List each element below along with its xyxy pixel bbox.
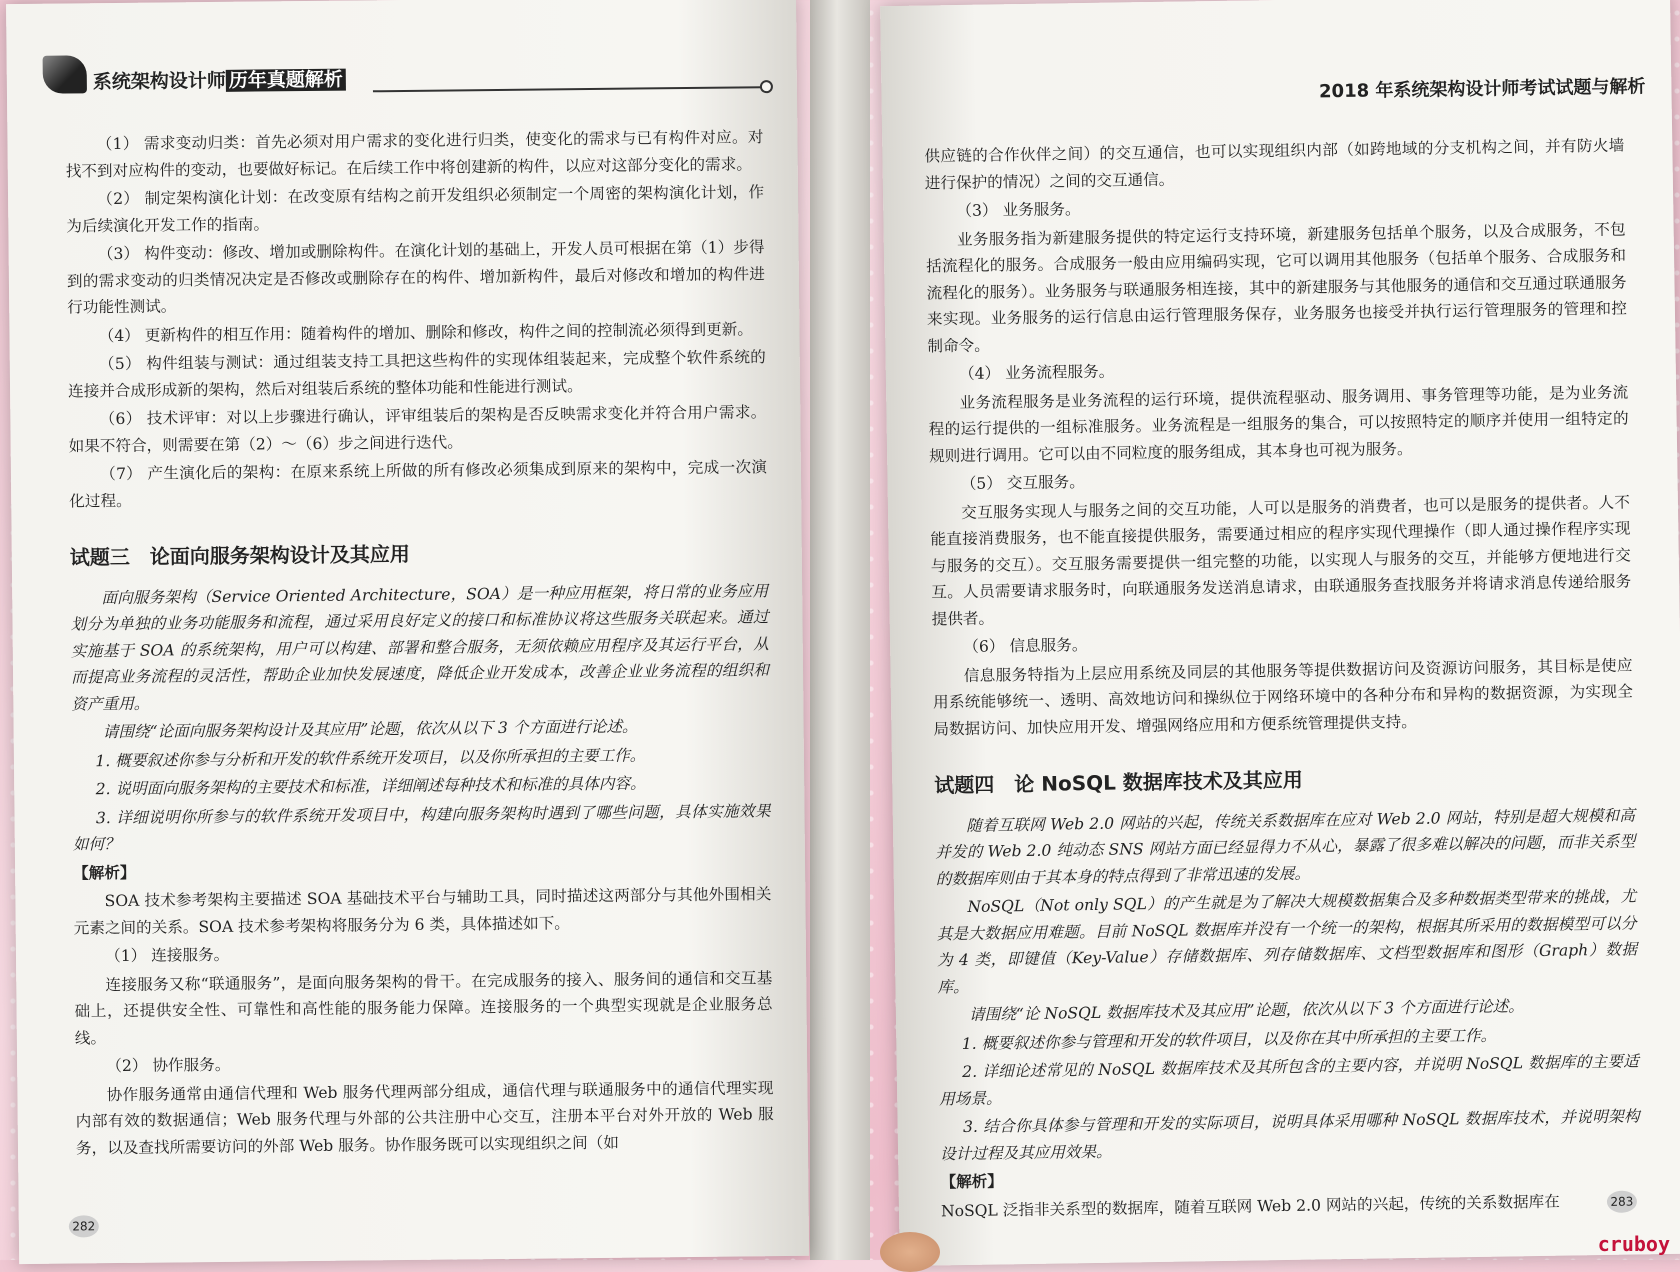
question-prompt: 请围绕“论面向服务架构设计及其应用”论题，依次从以下 3 个方面进行论述。 [102, 717, 638, 742]
paragraph: （4） 业务流程服务。 [958, 362, 1115, 384]
paragraph: （3） 构件变动：修改、增加或删除构件。在演化计划的基础上，开发人员可根据在第（1）步得到的需求变动的归类情况决定是否修改或删除存在的构件、增加新构件，最后对修改和增加的构件进行功能性测试。 [66, 238, 765, 317]
left-running-header [43, 48, 774, 116]
header-rule [373, 86, 765, 92]
question-intro: 面向服务架构（Service Oriented Architecture，SOA）是一种应用框架，将日常的业务应用划分为单独的业务功能服务和流程，通过采用良好定义的接口和标准协议将这些服务关联起来。通过实施基于 SOA 的系统架构，用户可以构建、部署和整合服务，无须依赖应用程序及其运行平台，从而提高业务流程的灵活性，帮助企业加快发展速度，降低企业开发成本，改善企业业务流程的组织和资产重用。 [70, 581, 770, 713]
section-title: 试题四 论 NoSQL 数据库技术及其应用 [934, 767, 1304, 798]
question-item: 2. 说明面向服务架构的主要技术和标准，详细阐述每种技术和标准的具体内容。 [95, 774, 646, 799]
book-gutter [810, 0, 870, 1260]
paragraph: NoSQL 泛指非关系型的数据库，随着互联网 Web 2.0 网站的兴起，传统的关系数据库在 [940, 1192, 1560, 1220]
book-title-highlight: 历年真题解析 [226, 69, 346, 92]
question-item: 1. 概要叙述你参与管理和开发的软件项目，以及你在其中所承担的主要工作。 [961, 1026, 1497, 1053]
paragraph: 交互服务实现人与服务之间的交互功能，人可以是服务的消费者，也可以是服务的提供者。人不能直接消费服务，也不能直接提供服务，需要通过相应的程序实现代理操作（即人通过操作程序实现与服务的交互）。交互服务需要提供一组完整的功能，以实现人与服务的交互，并能够方便地进行交互。人员需要请求服务时，向联通服务发送消息请求，由联通服务查找服务并将请求消息传递给服务提供者。 [930, 492, 1632, 628]
question-item: 2. 详细论述常见的 NoSQL 数据库技术及其所包含的主要内容，并说明 NoSQL 数据库的主要适用场景。 [939, 1052, 1639, 1108]
left-page-text [65, 124, 774, 1163]
analysis-tag: 【解析】 [73, 863, 136, 882]
paragraph: 业务流程服务是业务流程的运行环境，提供流程驱动、服务调用、事务管理等功能，是为业务流程的运行提供的一组标准服务。业务流程是一组服务的集合，可以按照特定的顺序并使用一组特定的规则进行调用。它可以由不同粒度的服务组成，其本身也可视为服务。 [928, 383, 1629, 465]
question-prompt: 请围绕“论 NoSQL 数据库技术及其应用”论题，依次从以下 3 个方面进行论述。 [968, 997, 1524, 1024]
header-dot-icon [760, 80, 773, 93]
paragraph: SOA 技术参考架构主要描述 SOA 基础技术平台与辅助工具，同时描述这两部分与其他外围相关元素之间的关系。SOA 技术参考架构将服务分为 6 类，具体描述如下。 [73, 885, 772, 937]
paragraph: （2） 制定架构演化计划：在改变原有结构之前开发组织必须制定一个周密的架构演化计划，作为后续演化开发工作的指南。 [66, 183, 765, 236]
paragraph: （6） 信息服务。 [963, 636, 1088, 656]
question-item: 1. 概要叙述你参与分析和开发的软件系统开发项目，以及你所承担的主要工作。 [95, 745, 646, 770]
analysis-tag: 【解析】 [940, 1172, 1004, 1192]
page-number: 283 [1607, 1190, 1637, 1212]
question-item: 3. 结合你具体参与管理和开发的实际项目，说明具体采用哪种 NoSQL 数据库技术，并说明架构设计过程及其应用效果。 [939, 1107, 1640, 1163]
paragraph: 信息服务特指为上层应用系统及同层的其他服务等提供数据访问及资源访问服务，其目标是使应用系统能够统一、透明、高效地访问和操纵位于网络环境中的各种分布和异构的数据资源，为实现全局数据访问、加快应用开发、增强网络应用和方便系统管理提供支持。 [932, 655, 1634, 738]
paragraph: （1） 需求变动归类：首先必须对用户需求的变化进行归类，使变化的需求与已有构件对应。对找不到对应构件的变动，也要做好标记。在后续工作中将创建新的构件，以应对这部分变化的需求。 [65, 128, 764, 181]
paragraph: 业务服务指为新建服务提供的特定运行支持环境，新建服务包括单个服务，以及合成服务，不包括流程化的服务。合成服务一般由应用编码实现，它可以调用其他服务（包括单个服务、合成服务和流程化的服务）。业务服务与联通服务相连接，其中的新建服务与其他服务的通信和交互通过联通服务来实现。业务服务的运行信息由运行管理服务保存，业务服务也接受并执行运行管理服务的管理和控制命令。 [926, 220, 1628, 356]
paragraph: 协作服务通常由通信代理和 Web 服务代理两部分组成，通信代理与联通服务中的通信代理实现内部有效的数据通信；Web 服务代理与外部的公共注册中心交互，注册本平台对外开放的 Web 服务，以及查找所需要访问的外部 Web 服务。协作服务既可以实现组织之间（如 [75, 1078, 774, 1157]
left-page [6, 0, 809, 1264]
question-item: 3. 详细说明你所参与的软件系统开发项目中，构建向服务架构时遇到了哪些问题，具体实施效果如何？ [72, 801, 771, 854]
page-number: 282 [69, 1215, 99, 1237]
section-title: 试题三 论面向服务架构设计及其应用 [69, 541, 410, 570]
question-intro: 随着互联网 Web 2.0 网站的兴起，传统关系数据库在应对 Web 2.0 网站，特别是超大规模和高并发的 Web 2.0 纯动态 SNS 网站方面已经显得力不从心，暴露了很多难以解决的问题，而非关系型的数据库则由于其本身的特点得到了非常迅速的发展。 [935, 805, 1636, 888]
right-page [880, 0, 1680, 1266]
thumb [880, 1232, 940, 1272]
paragraph: （2） 协作服务。 [106, 1055, 231, 1076]
right-running-header: 2018 年系统架构设计师考试试题与解析 [1318, 76, 1646, 103]
paragraph: （1） 连接服务。 [105, 945, 230, 966]
paragraph: （5） 交互服务。 [960, 473, 1085, 493]
book-logo-icon [43, 55, 87, 93]
paragraph: 供应链的合作伙伴之间）的交互通信，也可以实现组织内部（如跨地域的分支机构之间，并有防火墙进行保护的情况）之间的交互通信。 [924, 136, 1625, 193]
right-page-text [924, 133, 1641, 1227]
paragraph: （6） 技术评审：对以上步骤进行确认，评审组装后的架构是否反映需求变化并符合用户需求。如果不符合，则需要在第（2）～（6）步之间进行迭代。 [68, 403, 767, 456]
paragraph: （5） 构件组装与测试：通过组装支持工具把这些构件的实现体组装起来，完成整个软件系统的连接并合成形成新的架构，然后对组装后系统的整体功能和性能进行测试。 [67, 348, 766, 401]
question-intro: NoSQL（Not only SQL）的产生就是为了解决大规模数据集合及多种数据类型带来的挑战，尤其是大数据应用难题。目前 NoSQL 数据库并没有一个统一的架构，根据其所采用的数据模型可以分为 4 类，即键值（Key-Value）存储数据库、列存储数据库、文档型数据库和图形（Graph）数据库。 [936, 887, 1638, 996]
paragraph: 连接服务又称“联通服务”，是面向服务架构的骨干。在完成服务的接入、服务间的通信和交互基础上，还提供安全性、可靠性和高性能的服务能力保障。连接服务的一个典型实现就是企业服务总线。 [74, 968, 773, 1047]
watermark: cruboy [1597, 1232, 1670, 1256]
paragraph: （7） 产生演化后的架构：在原来系统上所做的所有修改必须集成到原来的架构中，完成一次演化过程。 [69, 458, 768, 511]
paragraph: （3） 业务服务。 [956, 200, 1081, 221]
book-title [93, 65, 346, 95]
book-title-main: 系统架构设计师 [92, 69, 226, 94]
paragraph: （4） 更新构件的相互作用：随着构件的增加、删除和修改，构件之间的控制流必须得到更新。 [98, 319, 753, 345]
